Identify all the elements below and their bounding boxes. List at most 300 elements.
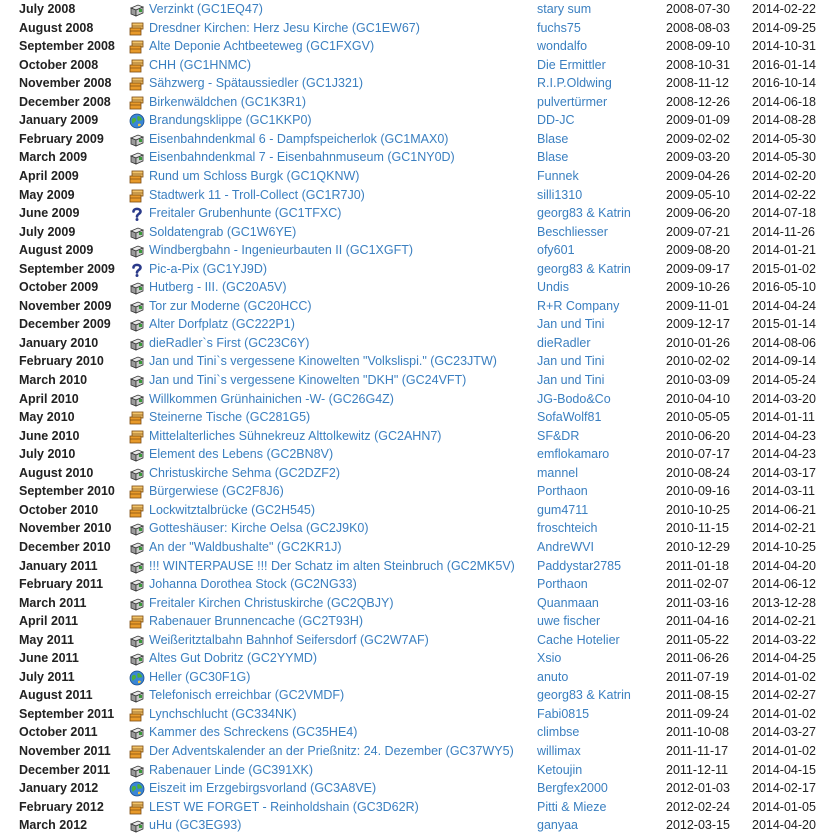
found-date: 2014-07-18 bbox=[752, 206, 816, 221]
found-date: 2014-10-31 bbox=[752, 39, 816, 54]
traditional-cache-icon bbox=[129, 725, 145, 741]
owner-link[interactable]: silli1310 bbox=[537, 187, 583, 202]
owner-link[interactable]: Paddystar2785 bbox=[537, 558, 622, 573]
found-date: 2014-05-30 bbox=[752, 131, 816, 146]
month-label: January 2009 bbox=[19, 113, 99, 128]
cache-name-link[interactable]: Hutberg - III. (GC20A5V) bbox=[149, 280, 287, 295]
table-row bbox=[0, 483, 833, 501]
owner-link[interactable]: Blase bbox=[537, 131, 569, 146]
month-label: September 2010 bbox=[19, 484, 115, 499]
placed-date: 2008-10-31 bbox=[666, 57, 730, 72]
traditional-cache-icon bbox=[129, 317, 145, 333]
traditional-cache-icon bbox=[129, 280, 145, 296]
traditional-cache-icon bbox=[129, 521, 145, 537]
month-label: November 2011 bbox=[19, 744, 111, 758]
owner-link[interactable]: Porthaon bbox=[537, 484, 588, 499]
table-row bbox=[0, 632, 833, 650]
mystery-cache-icon bbox=[129, 262, 145, 278]
multi-cache-icon bbox=[129, 188, 145, 204]
found-date: 2014-04-25 bbox=[752, 651, 816, 666]
placed-date: 2011-12-11 bbox=[666, 762, 729, 777]
multi-cache-icon bbox=[129, 21, 145, 37]
owner-link[interactable]: uwe fischer bbox=[537, 614, 601, 629]
placed-date: 2008-08-03 bbox=[666, 20, 730, 35]
placed-date: 2012-01-03 bbox=[666, 781, 730, 796]
traditional-cache-icon bbox=[129, 373, 145, 389]
owner-link[interactable]: Die Ermittler bbox=[537, 57, 606, 72]
month-label: August 2011 bbox=[19, 688, 93, 703]
cache-name-link[interactable]: Kammer des Schreckens (GC35HE4) bbox=[149, 725, 358, 740]
table-row bbox=[0, 112, 833, 130]
placed-date: 2011-11-17 bbox=[666, 744, 729, 758]
found-date: 2014-08-06 bbox=[752, 335, 816, 350]
cache-name-link[interactable]: Eisenbahndenkmal 6 - Dampfspeicherlok (GC1MAX0) bbox=[149, 131, 449, 146]
owner-link[interactable]: R+R Company bbox=[537, 298, 620, 313]
cache-name-link[interactable]: Rabenauer Brunnencache (GC2T93H) bbox=[149, 614, 364, 629]
owner-link[interactable]: Quanmaan bbox=[537, 595, 599, 610]
table-row bbox=[0, 687, 833, 705]
traditional-cache-icon bbox=[129, 447, 145, 463]
placed-date: 2010-01-26 bbox=[666, 335, 730, 350]
table-row bbox=[0, 743, 833, 761]
placed-date: 2011-07-19 bbox=[666, 669, 730, 684]
cache-name-link[interactable]: Eisenbahndenkmal 7 - Eisenbahnmuseum (GC1NY0D) bbox=[149, 150, 455, 165]
table-row bbox=[0, 576, 833, 594]
table-row bbox=[0, 57, 833, 75]
cache-name-link[interactable]: Eiszeit im Erzgebirgsvorland (GC3A8VE) bbox=[149, 781, 377, 796]
cache-name-link[interactable]: An der "Waldbushalte" (GC2KR1J) bbox=[149, 539, 342, 554]
cache-name-link[interactable]: Steinerne Tische (GC281G5) bbox=[149, 410, 311, 425]
owner-link[interactable]: Fabi0815 bbox=[537, 706, 590, 721]
found-date: 2014-04-24 bbox=[752, 298, 816, 313]
table-row bbox=[0, 335, 833, 353]
month-label: October 2011 bbox=[19, 725, 98, 740]
placed-date: 2010-12-29 bbox=[666, 539, 730, 554]
found-date: 2016-05-10 bbox=[752, 280, 816, 295]
placed-date: 2008-11-12 bbox=[666, 76, 730, 91]
owner-link[interactable]: DD-JC bbox=[537, 113, 575, 128]
cache-name-link[interactable]: Rabenauer Linde (GC391XK) bbox=[149, 762, 313, 777]
multi-cache-icon bbox=[129, 169, 145, 185]
month-label: July 2009 bbox=[19, 224, 76, 239]
multi-cache-icon bbox=[129, 429, 145, 445]
found-date: 2014-03-27 bbox=[752, 725, 816, 740]
owner-link[interactable]: georg83 & Katrin bbox=[537, 688, 631, 703]
table-row bbox=[0, 465, 833, 483]
found-date: 2014-02-17 bbox=[752, 781, 816, 796]
found-date: 2013-12-28 bbox=[752, 595, 816, 610]
month-label: February 2010 bbox=[19, 354, 104, 369]
found-date: 2014-09-14 bbox=[752, 354, 816, 369]
found-date: 2014-02-22 bbox=[752, 2, 816, 16]
placed-date: 2012-02-24 bbox=[666, 799, 730, 814]
traditional-cache-icon bbox=[129, 392, 145, 408]
found-date: 2014-06-18 bbox=[752, 94, 816, 109]
owner-link[interactable]: ganyaa bbox=[537, 818, 579, 833]
placed-date: 2011-04-16 bbox=[666, 614, 730, 629]
cache-name-link[interactable]: Weißeritztalbahn Bahnhof Seifersdorf (GC2W7AF) bbox=[149, 632, 429, 647]
placed-date: 2011-08-15 bbox=[666, 688, 730, 703]
month-label: August 2010 bbox=[19, 465, 94, 480]
owner-link[interactable]: anuto bbox=[537, 669, 569, 684]
placed-date: 2008-07-30 bbox=[666, 2, 730, 16]
placed-date: 2009-02-02 bbox=[666, 131, 730, 146]
cache-name-link[interactable]: Tor zur Moderne (GC20HCC) bbox=[149, 298, 312, 313]
owner-link[interactable]: willimax bbox=[537, 744, 581, 758]
cache-name-link[interactable]: CHH (GC1HNMC) bbox=[149, 57, 252, 72]
placed-date: 2011-06-26 bbox=[666, 651, 730, 666]
month-label: September 2011 bbox=[19, 706, 115, 721]
cache-name-link[interactable]: Alte Deponie Achtbeeteweg (GC1FXGV) bbox=[149, 39, 375, 54]
cache-name-link[interactable]: Gotteshäuser: Kirche Oelsa (GC2J9K0) bbox=[149, 521, 369, 536]
traditional-cache-icon bbox=[129, 651, 145, 667]
found-date: 2014-05-24 bbox=[752, 373, 816, 387]
found-date: 2014-05-30 bbox=[752, 150, 816, 165]
found-date: 2016-10-14 bbox=[752, 76, 816, 91]
table-row bbox=[0, 279, 833, 297]
found-date: 2014-02-27 bbox=[752, 688, 816, 703]
owner-link[interactable]: Bergfex2000 bbox=[537, 781, 608, 796]
month-label: September 2008 bbox=[19, 39, 115, 54]
cache-name-link[interactable]: Verzinkt (GC1EQ47) bbox=[149, 2, 263, 16]
earth-cache-icon bbox=[129, 670, 145, 686]
cache-name-link[interactable]: Telefonisch erreichbar (GC2VMDF) bbox=[149, 688, 345, 703]
month-label: October 2008 bbox=[19, 57, 99, 72]
traditional-cache-icon bbox=[129, 150, 145, 166]
cache-name-link[interactable]: !!! WINTERPAUSE !!! Der Schatz im alten Steinbruch (GC2MK5V) bbox=[149, 558, 515, 573]
cache-name-link[interactable]: dieRadler`s First (GC23C6Y) bbox=[149, 335, 310, 350]
traditional-cache-icon bbox=[129, 559, 145, 575]
table-row bbox=[0, 724, 833, 742]
traditional-cache-icon bbox=[129, 243, 145, 259]
owner-link[interactable]: pulvertürmer bbox=[537, 94, 608, 109]
multi-cache-icon bbox=[129, 410, 145, 426]
cache-name-link[interactable]: Lockwitztalbrücke (GC2H545) bbox=[149, 502, 316, 517]
cache-name-link[interactable]: Stadtwerk 11 - Troll-Collect (GC1R7J0) bbox=[149, 187, 365, 202]
owner-link[interactable]: Funnek bbox=[537, 168, 579, 183]
table-row bbox=[0, 38, 833, 56]
month-label: October 2009 bbox=[19, 280, 99, 295]
found-date: 2014-03-17 bbox=[752, 465, 816, 480]
traditional-cache-icon bbox=[129, 633, 145, 649]
cache-name-link[interactable]: Freitaler Grubenhunte (GC1TFXC) bbox=[149, 206, 342, 221]
cache-name-link[interactable]: Der Adventskalender an der Prießnitz: 24. Dezember (GC37WY5) bbox=[149, 744, 514, 758]
month-label: January 2011 bbox=[19, 558, 98, 573]
month-label: June 2010 bbox=[19, 428, 80, 443]
table-row bbox=[0, 187, 833, 205]
month-label: December 2008 bbox=[19, 94, 111, 109]
cache-name-link[interactable]: Willkommen Grünhainichen -W- (GC26G4Z) bbox=[149, 391, 394, 406]
traditional-cache-icon bbox=[129, 688, 145, 704]
table-row bbox=[0, 353, 833, 371]
placed-date: 2009-04-26 bbox=[666, 168, 730, 183]
month-label: June 2009 bbox=[19, 206, 80, 221]
table-row bbox=[0, 94, 833, 112]
found-date: 2014-08-28 bbox=[752, 113, 816, 128]
month-label: July 2008 bbox=[19, 2, 76, 16]
placed-date: 2008-09-10 bbox=[666, 39, 730, 54]
month-label: March 2012 bbox=[19, 818, 88, 833]
table-row bbox=[0, 613, 833, 631]
found-date: 2014-04-23 bbox=[752, 447, 816, 462]
found-date: 2014-02-21 bbox=[752, 521, 816, 536]
owner-link[interactable]: Undis bbox=[537, 280, 569, 295]
placed-date: 2009-11-01 bbox=[666, 298, 730, 313]
month-label: December 2010 bbox=[19, 539, 111, 554]
mystery-cache-icon bbox=[129, 206, 145, 222]
table-row bbox=[0, 1, 833, 19]
table-row bbox=[0, 558, 833, 576]
placed-date: 2009-06-20 bbox=[666, 206, 730, 221]
month-label: January 2010 bbox=[19, 335, 99, 350]
owner-link[interactable]: JG-Bodo&Co bbox=[537, 391, 611, 406]
owner-link[interactable]: mannel bbox=[537, 465, 578, 480]
table-row bbox=[0, 762, 833, 780]
table-row bbox=[0, 502, 833, 520]
table-row bbox=[0, 446, 833, 464]
table-row bbox=[0, 780, 833, 798]
table-row bbox=[0, 372, 833, 390]
cache-name-link[interactable]: Johanna Dorothea Stock (GC2NG33) bbox=[149, 577, 357, 592]
owner-link[interactable]: Ketoujin bbox=[537, 762, 583, 777]
multi-cache-icon bbox=[129, 95, 145, 111]
placed-date: 2011-02-07 bbox=[666, 577, 730, 592]
table-row bbox=[0, 131, 833, 149]
multi-cache-icon bbox=[129, 39, 145, 55]
placed-date: 2011-09-24 bbox=[666, 706, 730, 721]
owner-link[interactable]: Blase bbox=[537, 150, 569, 165]
table-row bbox=[0, 298, 833, 316]
found-date: 2014-02-20 bbox=[752, 168, 816, 183]
found-date: 2014-04-23 bbox=[752, 428, 816, 443]
multi-cache-icon bbox=[129, 484, 145, 500]
cache-name-link[interactable]: Birkenwäldchen (GC1K3R1) bbox=[149, 94, 307, 109]
placed-date: 2010-05-05 bbox=[666, 410, 730, 425]
owner-link[interactable]: Jan und Tini bbox=[537, 373, 605, 387]
multi-cache-icon bbox=[129, 800, 145, 816]
owner-link[interactable]: georg83 & Katrin bbox=[537, 206, 631, 221]
table-row bbox=[0, 20, 833, 38]
owner-link[interactable]: Xsio bbox=[537, 651, 562, 666]
table-row bbox=[0, 706, 833, 724]
owner-link[interactable]: gum4711 bbox=[537, 502, 589, 517]
table-row bbox=[0, 316, 833, 334]
table-row bbox=[0, 149, 833, 167]
month-label: November 2008 bbox=[19, 76, 112, 91]
owner-link[interactable]: froschteich bbox=[537, 521, 598, 536]
found-date: 2014-03-22 bbox=[752, 632, 816, 647]
found-date: 2014-03-11 bbox=[752, 484, 816, 499]
placed-date: 2009-10-26 bbox=[666, 280, 730, 295]
month-label: August 2008 bbox=[19, 20, 94, 35]
cache-name-link[interactable]: Alter Dorfplatz (GC222P1) bbox=[149, 317, 295, 332]
month-label: March 2009 bbox=[19, 150, 88, 165]
owner-link[interactable]: SF&DR bbox=[537, 428, 580, 443]
table-row bbox=[0, 428, 833, 446]
placed-date: 2010-09-16 bbox=[666, 484, 730, 499]
month-label: April 2009 bbox=[19, 168, 79, 183]
owner-link[interactable]: climbse bbox=[537, 725, 580, 740]
found-date: 2014-01-11 bbox=[752, 410, 816, 425]
month-label: April 2011 bbox=[19, 614, 79, 629]
found-date: 2015-01-02 bbox=[752, 261, 816, 276]
cache-name-link[interactable]: Windbergbahn - Ingenieurbauten II (GC1XGFT) bbox=[149, 243, 414, 258]
cache-name-link[interactable]: Mittelalterliches Sühnekreuz Alttolkewitz (GC2AHN7) bbox=[149, 428, 442, 443]
placed-date: 2011-10-08 bbox=[666, 725, 730, 740]
traditional-cache-icon bbox=[129, 596, 145, 612]
month-label: July 2011 bbox=[19, 669, 75, 684]
cache-name-link[interactable]: Brandungsklippe (GC1KKP0) bbox=[149, 113, 312, 128]
placed-date: 2009-01-09 bbox=[666, 113, 730, 128]
owner-link[interactable]: Jan und Tini bbox=[537, 317, 605, 332]
cache-name-link[interactable]: LEST WE FORGET - Reinholdshain (GC3D62R) bbox=[149, 799, 419, 814]
cache-name-link[interactable]: Sähzwerg - Spätaussiedler (GC1J321) bbox=[149, 76, 363, 91]
table-row bbox=[0, 539, 833, 557]
table-row bbox=[0, 242, 833, 260]
multi-cache-icon bbox=[129, 707, 145, 723]
found-date: 2015-01-14 bbox=[752, 317, 816, 332]
month-label: November 2009 bbox=[19, 298, 112, 313]
found-date: 2014-06-12 bbox=[752, 577, 816, 592]
owner-link[interactable]: AndreWVI bbox=[537, 539, 594, 554]
found-date: 2014-02-22 bbox=[752, 187, 816, 202]
cache-name-link[interactable]: Pic-a-Pix (GC1YJ9D) bbox=[149, 261, 268, 276]
month-label: April 2010 bbox=[19, 391, 79, 406]
month-label: December 2011 bbox=[19, 762, 111, 777]
month-label: February 2011 bbox=[19, 577, 104, 592]
placed-date: 2010-10-25 bbox=[666, 502, 730, 517]
cache-name-link[interactable]: Rund um Schloss Burgk (GC1QKNW) bbox=[149, 168, 360, 183]
found-date: 2014-03-20 bbox=[752, 391, 816, 406]
month-label: February 2012 bbox=[19, 799, 104, 814]
month-label: July 2010 bbox=[19, 447, 76, 462]
placed-date: 2009-09-17 bbox=[666, 261, 730, 276]
owner-link[interactable]: stary sum bbox=[537, 2, 592, 16]
cache-name-link[interactable]: Freitaler Kirchen Christuskirche (GC2QBJY) bbox=[149, 595, 394, 610]
found-date: 2014-01-02 bbox=[752, 706, 816, 721]
cache-name-link[interactable]: Heller (GC30F1G) bbox=[149, 669, 251, 684]
month-label: January 2012 bbox=[19, 781, 99, 796]
cache-name-link[interactable]: Soldatengrab (GC1W6YE) bbox=[149, 224, 297, 239]
placed-date: 2009-12-17 bbox=[666, 317, 730, 332]
traditional-cache-icon bbox=[129, 336, 145, 352]
placed-date: 2011-05-22 bbox=[666, 632, 730, 647]
cache-name-link[interactable]: Jan und Tini`s vergessene Kinowelten "Volkslispi." (GC23JTW) bbox=[149, 354, 497, 369]
placed-date: 2011-01-18 bbox=[666, 558, 730, 573]
placed-date: 2010-03-09 bbox=[666, 373, 730, 387]
owner-link[interactable]: georg83 & Katrin bbox=[537, 261, 631, 276]
table-row bbox=[0, 409, 833, 427]
placed-date: 2011-03-16 bbox=[666, 595, 730, 610]
month-label: June 2011 bbox=[19, 651, 79, 666]
table-row bbox=[0, 205, 833, 223]
traditional-cache-icon bbox=[129, 466, 145, 482]
cache-name-link[interactable]: Altes Gut Dobritz (GC2YYMD) bbox=[149, 651, 318, 666]
cache-name-link[interactable]: Element des Lebens (GC2BN8V) bbox=[149, 447, 334, 462]
found-date: 2014-02-21 bbox=[752, 614, 816, 629]
table-row bbox=[0, 520, 833, 538]
month-label: May 2009 bbox=[19, 187, 75, 202]
month-label: August 2009 bbox=[19, 243, 94, 258]
found-date: 2014-06-21 bbox=[752, 502, 816, 517]
table-row bbox=[0, 168, 833, 186]
month-label: October 2010 bbox=[19, 502, 99, 517]
multi-cache-icon bbox=[129, 76, 145, 92]
found-date: 2014-01-02 bbox=[752, 669, 816, 684]
traditional-cache-icon bbox=[129, 2, 145, 18]
placed-date: 2010-08-24 bbox=[666, 465, 730, 480]
table-row bbox=[0, 817, 833, 835]
month-label: March 2011 bbox=[19, 595, 87, 610]
traditional-cache-icon bbox=[129, 818, 145, 834]
found-date: 2014-04-20 bbox=[752, 558, 816, 573]
placed-date: 2008-12-26 bbox=[666, 94, 730, 109]
month-label: November 2010 bbox=[19, 521, 112, 536]
owner-link[interactable]: SofaWolf81 bbox=[537, 410, 602, 425]
multi-cache-icon bbox=[129, 744, 145, 760]
multi-cache-icon bbox=[129, 503, 145, 519]
found-date: 2014-01-21 bbox=[752, 243, 816, 258]
table-row bbox=[0, 224, 833, 242]
table-row bbox=[0, 261, 833, 279]
placed-date: 2010-07-17 bbox=[666, 447, 730, 462]
month-label: September 2009 bbox=[19, 261, 115, 276]
table-row bbox=[0, 650, 833, 668]
month-label: March 2010 bbox=[19, 373, 88, 387]
owner-link[interactable]: dieRadler bbox=[537, 335, 591, 350]
placed-date: 2012-03-15 bbox=[666, 818, 730, 833]
owner-link[interactable]: Pitti & Mieze bbox=[537, 799, 607, 814]
cache-name-link[interactable]: Christuskirche Sehma (GC2DZF2) bbox=[149, 465, 341, 480]
owner-link[interactable]: fuchs75 bbox=[537, 20, 581, 35]
placed-date: 2010-06-20 bbox=[666, 428, 730, 443]
owner-link[interactable]: Jan und Tini bbox=[537, 354, 605, 369]
found-date: 2014-09-25 bbox=[752, 20, 816, 35]
owner-link[interactable]: Cache Hotelier bbox=[537, 632, 620, 647]
owner-link[interactable]: Porthaon bbox=[537, 577, 588, 592]
owner-link[interactable]: R.I.P.Oldwing bbox=[537, 76, 612, 91]
table-row bbox=[0, 669, 833, 687]
traditional-cache-icon bbox=[129, 354, 145, 370]
owner-link[interactable]: ofy601 bbox=[537, 243, 575, 258]
placed-date: 2009-08-20 bbox=[666, 243, 730, 258]
cache-name-link[interactable]: Lynchschlucht (GC334NK) bbox=[149, 706, 297, 721]
found-date: 2014-01-05 bbox=[752, 799, 816, 814]
found-date: 2014-01-02 bbox=[752, 744, 816, 758]
traditional-cache-icon bbox=[129, 132, 145, 148]
placed-date: 2009-03-20 bbox=[666, 150, 730, 165]
found-date: 2016-01-14 bbox=[752, 57, 816, 72]
table-row bbox=[0, 799, 833, 817]
cache-name-link[interactable]: Jan und Tini`s vergessene Kinowelten "DKH" (GC24VFT) bbox=[149, 373, 467, 387]
table-row bbox=[0, 391, 833, 409]
traditional-cache-icon bbox=[129, 763, 145, 779]
earth-cache-icon bbox=[129, 781, 145, 797]
placed-date: 2009-07-21 bbox=[666, 224, 730, 239]
cache-name-link[interactable]: Bürgerwiese (GC2F8J6) bbox=[149, 484, 284, 499]
owner-link[interactable]: wondalfo bbox=[537, 39, 588, 54]
found-date: 2014-10-25 bbox=[752, 539, 816, 554]
traditional-cache-icon bbox=[129, 577, 145, 593]
traditional-cache-icon bbox=[129, 540, 145, 556]
month-label: May 2011 bbox=[19, 632, 74, 647]
cache-name-link[interactable]: uHu (GC3EG93) bbox=[149, 818, 242, 833]
cache-name-link[interactable]: Dresdner Kirchen: Herz Jesu Kirche (GC1EW67) bbox=[149, 20, 420, 35]
earth-cache-icon bbox=[129, 113, 145, 129]
owner-link[interactable]: Beschliesser bbox=[537, 224, 608, 239]
placed-date: 2010-04-10 bbox=[666, 391, 730, 406]
owner-link[interactable]: emflokamaro bbox=[537, 447, 610, 462]
